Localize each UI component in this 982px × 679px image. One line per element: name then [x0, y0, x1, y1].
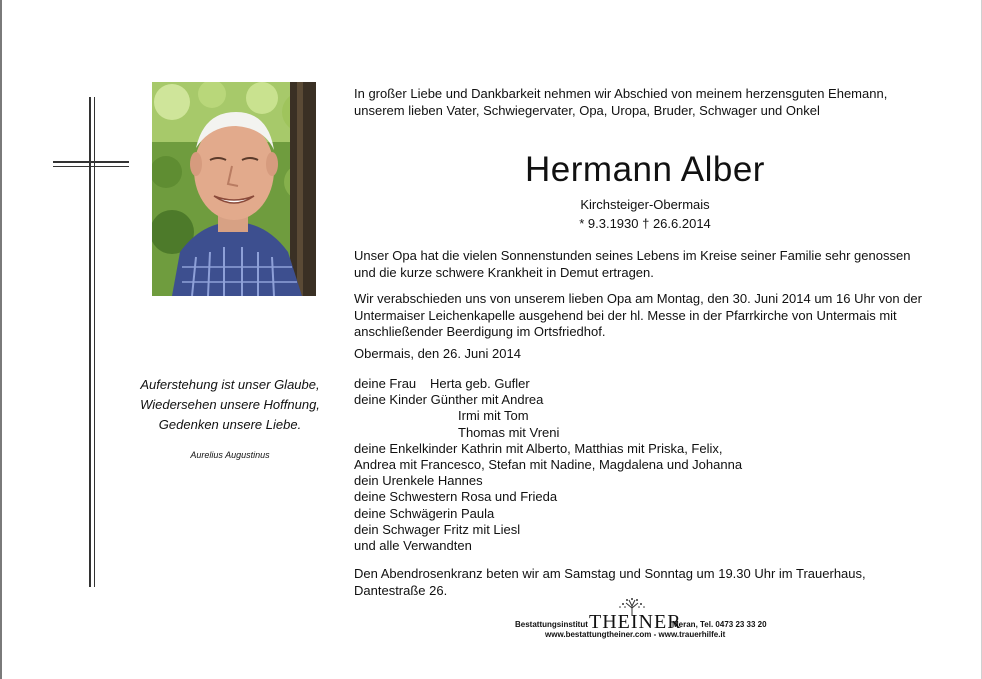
list-item: [354, 392, 742, 408]
list-item: dein Schwager Fritz mit Liesl: [354, 521, 521, 537]
deceased-name: Hermann Alber: [525, 150, 765, 189]
list-item: [354, 408, 742, 424]
relation-names: Herta geb. Gufler: [430, 376, 530, 391]
place-date: Obermais, den 26. Juni 2014: [354, 346, 521, 361]
footer-web: www.bestattungtheiner.com - www.trauerhilfe.it: [545, 630, 726, 639]
funeral-paragraph: Wir verabschieden uns von unserem lieben Opa am Montag, den 30. Juni 2014 um 16 Uhr von der Untermaiser Leichenkapelle ausgehend bei der hl. Messe in der Pfarrkirche von Untermais mit anschließender Beerdigung im Ortsfriedhof.: [354, 291, 922, 339]
memorial-quote: [110, 375, 350, 435]
list-item: und alle Verwandten: [354, 537, 472, 553]
life-paragraph: Unser Opa hat die vielen Sonnenstunden seines Lebens im Kreise seiner Familie sehr genossen und die kurze schwere Krankheit in Demut ertragen.: [354, 248, 911, 280]
portrait-photo: [152, 82, 316, 296]
relation-names: Irmi mit Tom: [458, 408, 529, 424]
list-item: Andrea mit Francesco, Stefan mit Nadine, Magdalena und Johanna: [354, 456, 743, 472]
quote-line: Gedenken unsere Liebe.: [158, 417, 302, 432]
relation-label: deine Frau: [354, 376, 417, 391]
list-item: [354, 425, 742, 441]
life-dates: * 9.3.1930 † 26.6.2014: [579, 216, 711, 231]
funeral-home-footer: [515, 598, 815, 643]
quote-author: Aurelius Augustinus: [190, 450, 270, 460]
list-item: [354, 376, 742, 392]
rosary-text: Den Abendrosenkranz beten wir am Samstag und Sonntag um 19.30 Uhr im Trauerhaus, Dantestraße 26.: [354, 566, 866, 598]
quote-line: Wiedersehen unsere Hoffnung,: [140, 397, 320, 412]
list-item: deine Schwestern Rosa und Frieda: [354, 489, 558, 505]
footer-institut: Bestattungsinstitut: [515, 620, 588, 629]
list-item: deine Schwägerin Paula: [354, 505, 495, 521]
relatives-list: [354, 376, 742, 554]
relation-names: Thomas mit Vreni: [458, 424, 560, 440]
list-item: dein Urenkele Hannes: [354, 473, 483, 489]
quote-line: Auferstehung ist unser Glaube,: [140, 377, 320, 392]
deceased-subtitle: Kirchsteiger-Obermais: [580, 197, 710, 212]
relation-names: Günther mit Andrea: [430, 392, 544, 408]
intro-text: In großer Liebe und Dankbarkeit nehmen wir Abschied von meinem herzensguten Ehemann, unserem lieben Vater, Schwiegervater, Opa, Uropa, Bruder, Schwager und Onkel: [354, 86, 888, 118]
relation-label: deine Kinder: [354, 392, 427, 408]
footer-brand-logo: THEINER: [589, 611, 682, 633]
footer-contact: Meran, Tel. 0473 23 33 20: [672, 620, 767, 629]
list-item: deine Enkelkinder Kathrin mit Alberto, Matthias mit Priska, Felix,: [354, 440, 723, 456]
page-border-left: [0, 0, 2, 679]
